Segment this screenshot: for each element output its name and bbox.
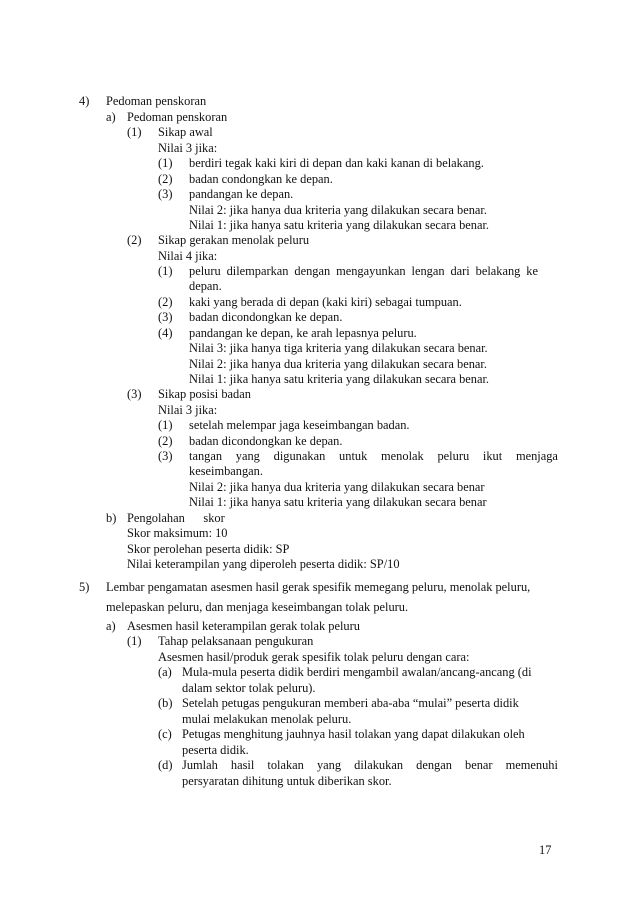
- word: belakang: [475, 264, 521, 278]
- step-marker: (d): [158, 758, 173, 772]
- item-text: berdiri tegak kaki kiri di depan dan kaki kanan di belakang.: [189, 156, 484, 170]
- word: untuk: [339, 449, 368, 463]
- subsection-marker: a): [106, 619, 116, 633]
- item-text: badan dicondongkan ke depan.: [189, 434, 343, 448]
- section-text: melepaskan peluru, dan menjaga keseimbangan tolak peluru.: [106, 600, 409, 614]
- item-text: pandangan ke depan, ke arah lepasnya peluru.: [189, 326, 417, 340]
- item-marker: (2): [158, 434, 173, 448]
- subsection-marker: b): [106, 511, 117, 525]
- item-text: badan dicondongkan ke depan.: [189, 310, 343, 324]
- word: tolakan: [267, 758, 304, 772]
- score-line: Skor maksimum: 10: [127, 526, 228, 540]
- word: tangan: [189, 449, 223, 463]
- step-text-continued: persyaratan dihitung untuk diberikan skor.: [182, 774, 392, 788]
- criteria-marker: (1): [127, 125, 142, 139]
- word: hasil: [230, 758, 255, 772]
- score-note: Nilai 1: jika hanya satu kriteria yang dilakukan secara benar.: [189, 218, 490, 232]
- word: digunakan: [273, 449, 326, 463]
- step-text-continued: mulai melakukan menolak peluru.: [182, 712, 352, 726]
- score-line: Skor perolehan peserta didik: SP: [127, 542, 290, 556]
- step-text-continued: peserta didik.: [182, 743, 249, 757]
- word: ikut: [482, 449, 503, 463]
- word: dengan: [294, 264, 331, 278]
- word: ke: [526, 264, 538, 278]
- word: dilemparkan: [226, 264, 289, 278]
- word: menjaga: [515, 449, 558, 463]
- item-marker: (1): [158, 156, 173, 170]
- page-number: 17: [539, 843, 552, 857]
- item-marker: (4): [158, 326, 173, 340]
- word: benar: [465, 758, 493, 772]
- word: dilakukan: [354, 758, 404, 772]
- word: yang: [316, 758, 342, 772]
- criteria-title: Tahap pelaksanaan pengukuran: [158, 634, 314, 648]
- score-note: Nilai 2: jika hanya dua kriteria yang dilakukan secara benar: [189, 480, 485, 494]
- step-text: Setelah petugas pengukuran memberi aba-aba “mulai” peserta didik: [182, 696, 519, 710]
- item-text-justified: [189, 264, 538, 279]
- word: memenuhi: [505, 758, 558, 772]
- word: yang: [235, 449, 260, 463]
- word: peluru: [189, 264, 221, 278]
- section-number: 5): [79, 580, 90, 594]
- step-text: Petugas menghitung jauhnya hasil tolakan yang dapat dilakukan oleh: [182, 727, 525, 741]
- procedure-intro: Asesmen hasil/produk gerak spesifik tolak peluru dengan cara:: [158, 650, 470, 664]
- step-text-justified: [182, 758, 558, 773]
- item-marker: (2): [158, 172, 173, 186]
- item-text-continued: depan.: [189, 279, 222, 293]
- step-marker: (b): [158, 696, 173, 710]
- subsection-title: Pengolahan skor: [127, 511, 225, 525]
- step-text: Mula-mula peserta didik berdiri mengambil awalan/ancang-ancang (di: [182, 665, 532, 679]
- item-text: kaki yang berada di depan (kaki kiri) sebagai tumpuan.: [189, 295, 462, 309]
- item-text: badan condongkan ke depan.: [189, 172, 333, 186]
- score-line: Nilai keterampilan yang diperoleh peserta didik: SP/10: [127, 557, 400, 571]
- step-text-continued: dalam sektor tolak peluru).: [182, 681, 316, 695]
- criteria-title: Sikap posisi badan: [158, 387, 251, 401]
- item-marker: (1): [158, 264, 173, 278]
- criteria-score-heading: Nilai 4 jika:: [158, 249, 218, 263]
- item-text-continued: keseimbangan.: [189, 464, 263, 478]
- item-marker: (3): [158, 449, 173, 463]
- word: mengayunkan: [336, 264, 406, 278]
- section-title: Pedoman penskoran: [106, 94, 207, 108]
- subsection-title: Pedoman penskoran: [127, 110, 228, 124]
- criteria-marker: (1): [127, 634, 142, 648]
- section-text: Lembar pengamatan asesmen hasil gerak spesifik memegang peluru, menolak peluru,: [106, 580, 531, 594]
- score-note: Nilai 2: jika hanya dua kriteria yang dilakukan secara benar.: [189, 203, 487, 217]
- word: peluru: [437, 449, 470, 463]
- subsection-title: Asesmen hasil keterampilan gerak tolak peluru: [127, 619, 360, 633]
- section-number: 4): [79, 94, 90, 108]
- word: lengan: [411, 264, 445, 278]
- score-note: Nilai 1: jika hanya satu kriteria yang dilakukan secara benar: [189, 495, 487, 509]
- word: Jumlah: [182, 758, 218, 772]
- criteria-title: Sikap gerakan menolak peluru: [158, 233, 310, 247]
- item-marker: (1): [158, 418, 173, 432]
- criteria-score-heading: Nilai 3 jika:: [158, 141, 218, 155]
- word: dengan: [416, 758, 452, 772]
- item-marker: (2): [158, 295, 173, 309]
- subsection-marker: a): [106, 110, 116, 124]
- item-marker: (3): [158, 187, 173, 201]
- item-marker: (3): [158, 310, 173, 324]
- step-marker: (c): [158, 727, 172, 741]
- criteria-marker: (3): [127, 387, 142, 401]
- item-text-justified: [189, 449, 558, 464]
- score-note: Nilai 3: jika hanya tiga kriteria yang dilakukan secara benar.: [189, 341, 488, 355]
- score-note: Nilai 1: jika hanya satu kriteria yang dilakukan secara benar.: [189, 372, 490, 386]
- criteria-title: Sikap awal: [158, 125, 213, 139]
- word: menolak: [381, 449, 424, 463]
- criteria-marker: (2): [127, 233, 142, 247]
- item-text: pandangan ke depan.: [189, 187, 294, 201]
- word: dari: [450, 264, 470, 278]
- criteria-score-heading: Nilai 3 jika:: [158, 403, 218, 417]
- score-note: Nilai 2: jika hanya dua kriteria yang dilakukan secara benar.: [189, 357, 487, 371]
- item-text: setelah melempar jaga keseimbangan badan.: [189, 418, 410, 432]
- step-marker: (a): [158, 665, 172, 679]
